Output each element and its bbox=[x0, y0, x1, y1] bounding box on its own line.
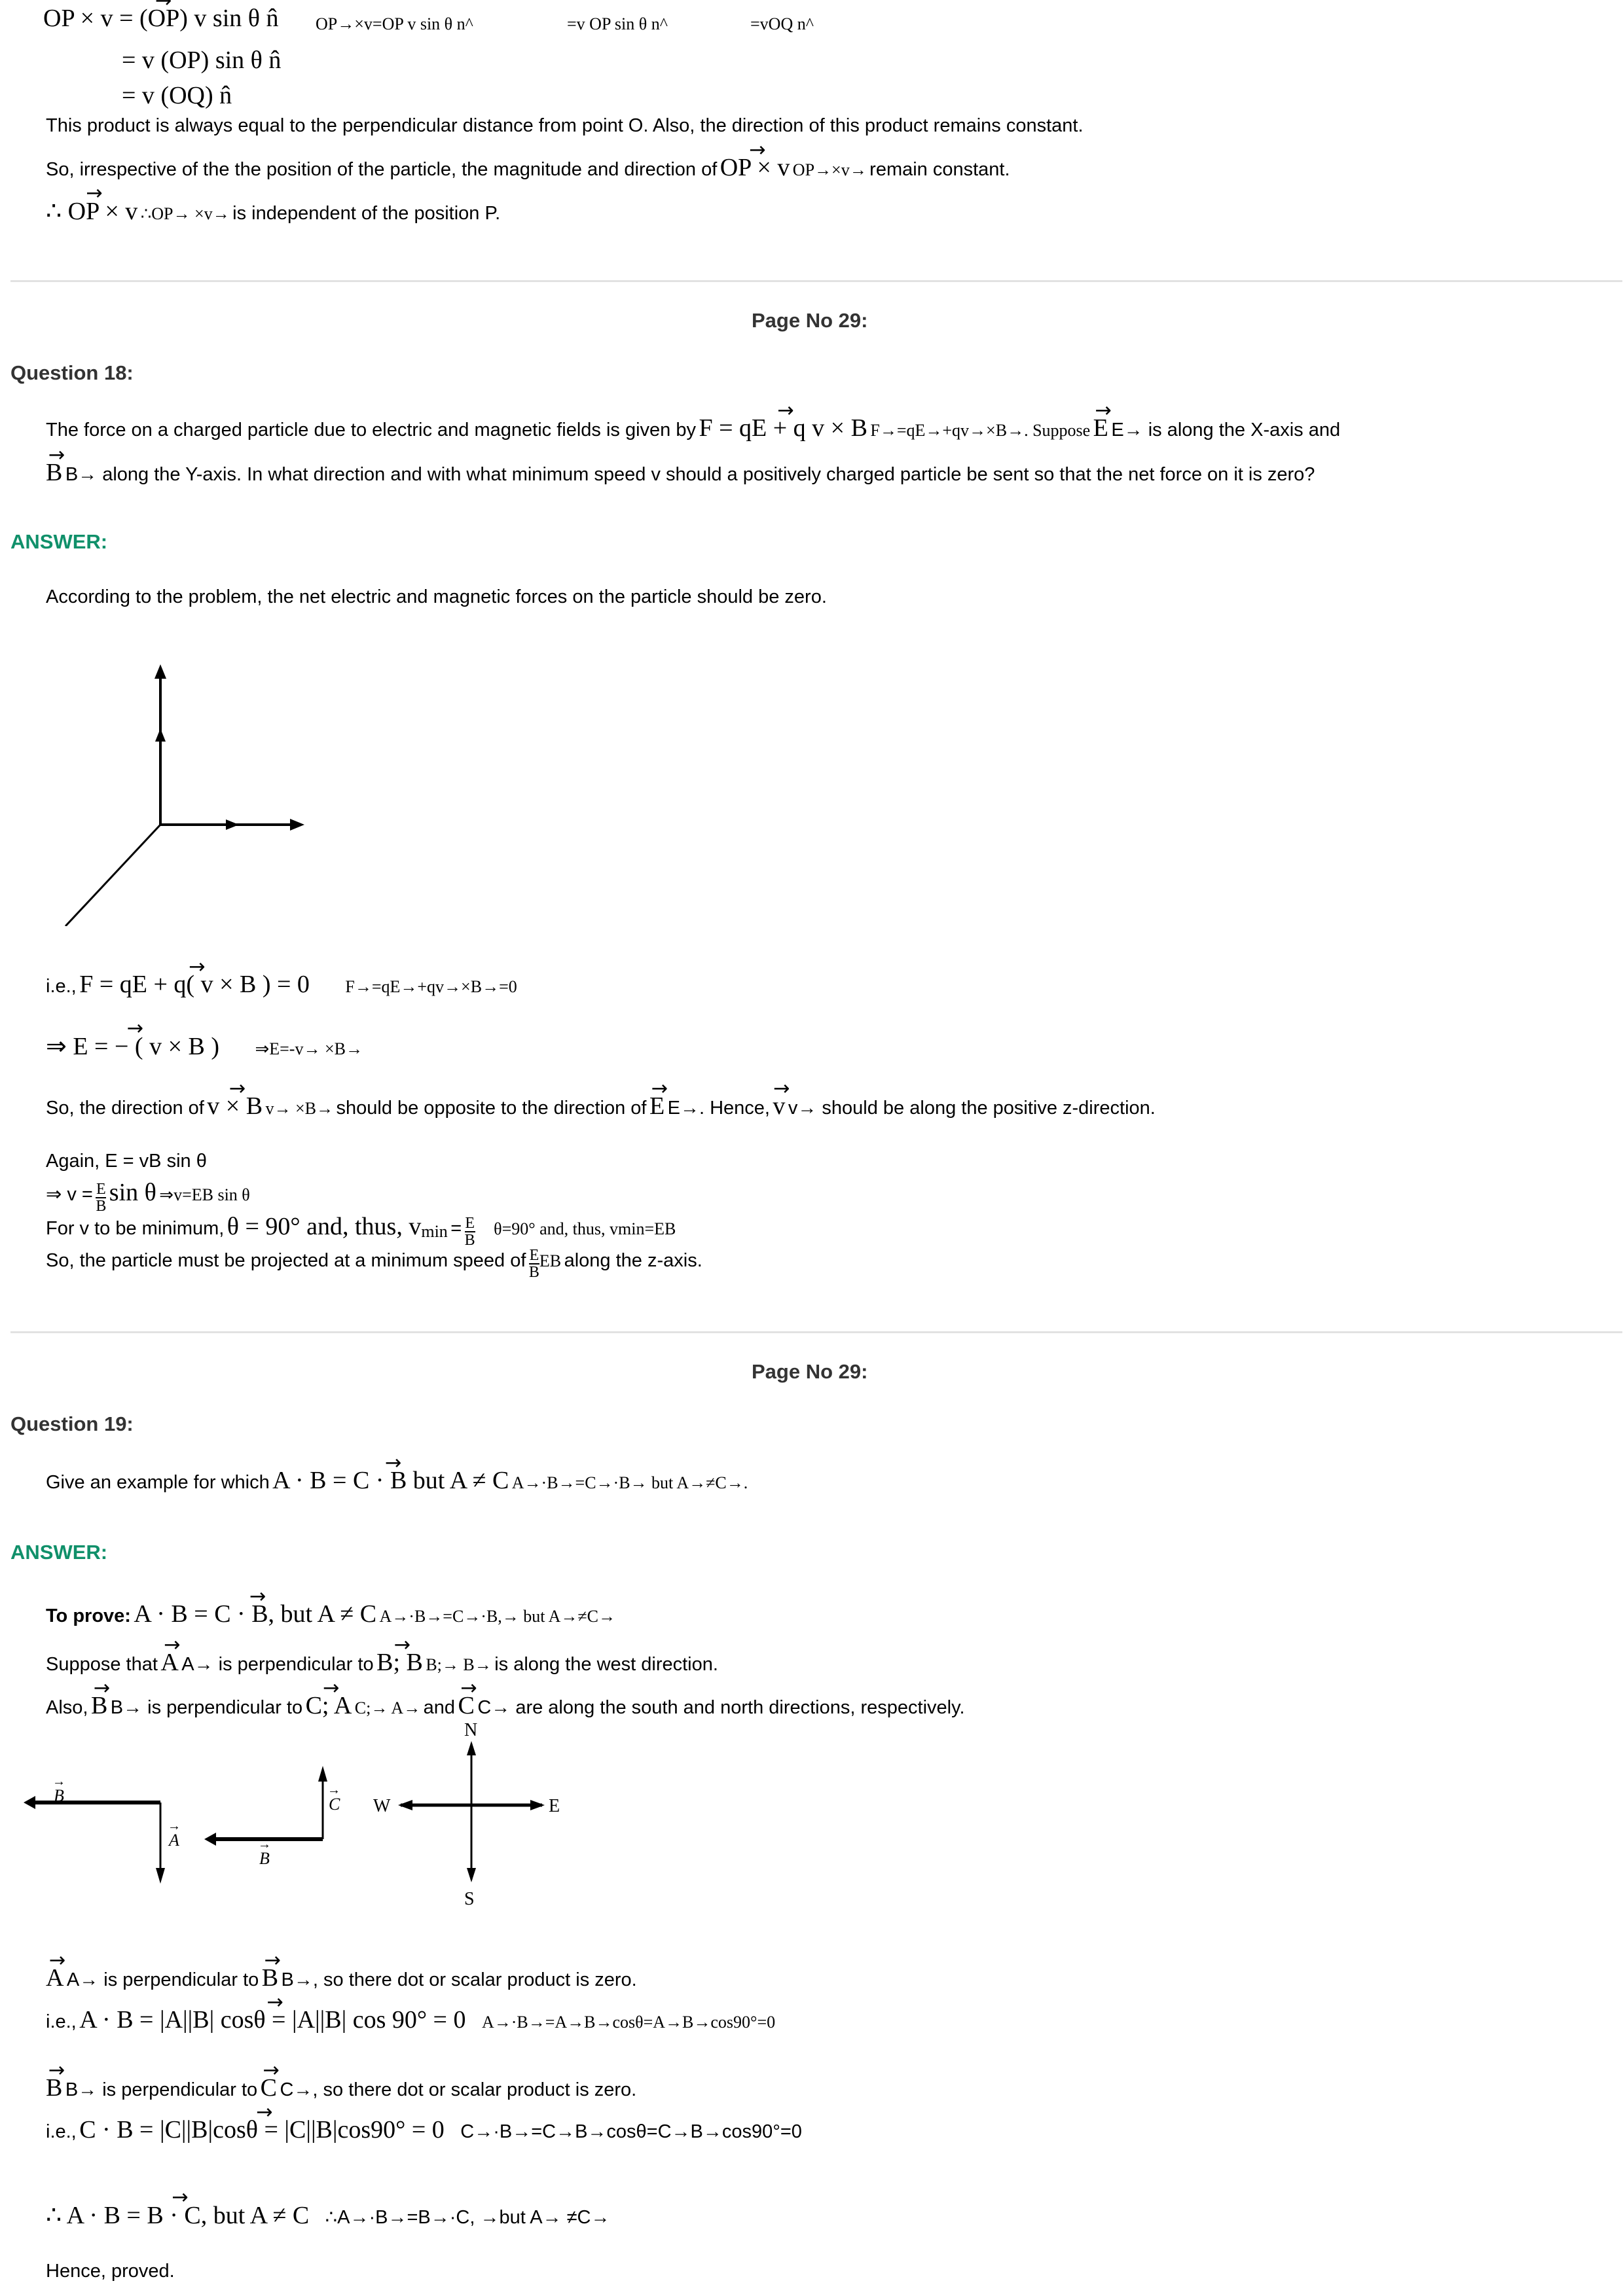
subscript-min: min bbox=[421, 1222, 448, 1242]
arrow-over: → bbox=[327, 1783, 340, 1797]
question-19-heading: Question 19: bbox=[10, 1412, 134, 1435]
to-prove bbox=[46, 1600, 615, 1628]
text: Give an example for which bbox=[46, 1472, 270, 1493]
answer-label: ANSWER: bbox=[10, 1541, 108, 1564]
answer-label: ANSWER: bbox=[10, 530, 108, 553]
arrowhead bbox=[156, 1868, 165, 1884]
numerator: E bbox=[529, 1247, 539, 1264]
z-axis bbox=[65, 825, 160, 926]
text: B→ is perpendicular to bbox=[110, 1697, 303, 1718]
arrowhead-e bbox=[530, 1800, 545, 1810]
text: E→ is along the X-axis and bbox=[1111, 420, 1341, 440]
text: i.e., bbox=[46, 2011, 77, 2032]
math-alt: ∴OP→ ×v→ bbox=[140, 204, 230, 223]
text: should be opposite to the direction of bbox=[336, 1098, 647, 1119]
math-alt: C→·B→=C→B→cosθ=C→B→cos90°=0 bbox=[460, 2121, 802, 2142]
math-lorentz-force: → F = qE + q v × B bbox=[699, 414, 867, 442]
text: A→ is perpendicular to bbox=[181, 1654, 374, 1675]
vector-b: → B bbox=[46, 2073, 62, 2102]
perp-a-b bbox=[46, 1964, 637, 1992]
suppose-line bbox=[46, 1648, 718, 1677]
math-alt: OP→×v→ bbox=[792, 160, 867, 179]
question-18-heading: Question 18: bbox=[10, 361, 134, 384]
label-a: A bbox=[169, 1831, 179, 1850]
page-number-label: Page No 29: bbox=[752, 1360, 868, 1383]
vector-c: → C bbox=[458, 1691, 475, 1720]
text: Suppose that bbox=[46, 1654, 158, 1675]
label-e: E bbox=[549, 1796, 560, 1816]
math-alt: C;→ A→ bbox=[354, 1698, 421, 1717]
arrow-over: → bbox=[52, 1774, 65, 1789]
vector-v: → v bbox=[773, 1092, 785, 1121]
text: i.e., bbox=[46, 2121, 77, 2142]
diagram-axes bbox=[39, 638, 340, 926]
e-arrowhead bbox=[226, 819, 239, 830]
math-alt: B;→ B→ bbox=[426, 1655, 492, 1674]
dot-c-b bbox=[46, 2115, 802, 2144]
conclusion bbox=[46, 2200, 610, 2230]
math-alt: A→·B→=C→·B→ but A→≠C→. bbox=[511, 1473, 748, 1492]
min-condition bbox=[46, 1212, 676, 1248]
arrow-over: → bbox=[258, 1837, 271, 1852]
text: B→, so there dot or scalar product is zero. bbox=[281, 1969, 637, 1990]
text: i.e., bbox=[46, 976, 77, 997]
math-e-equals: → ⇒ E = − ( v × B ) bbox=[46, 1031, 219, 1061]
text: So, irrespective of the the position of the particle, the magnitude and direction of bbox=[46, 159, 718, 180]
arrowhead bbox=[318, 1766, 327, 1782]
step-3 bbox=[46, 1092, 1156, 1121]
math-alt: EB bbox=[539, 1251, 562, 1271]
text: B→ is perpendicular to bbox=[65, 2079, 258, 2100]
math-alt: F→=qE→+qv→×B→=0 bbox=[345, 977, 517, 996]
text: ⇒ v = bbox=[46, 1184, 93, 1205]
text: The force on a charged particle due to electric and magnetic fields is given by bbox=[46, 420, 696, 440]
label-b: B bbox=[259, 1849, 270, 1868]
text: v→ should be along the positive z-direction. bbox=[788, 1098, 1156, 1119]
math-alt: ⇒E=-v→ ×B→ bbox=[255, 1039, 363, 1058]
step-1 bbox=[46, 970, 517, 999]
math-alt: A→·B→=A→B→cosθ=A→B→cos90°=0 bbox=[481, 2013, 776, 2032]
eq-line-3: = v (OQ) n̂ bbox=[122, 82, 232, 109]
label-w: W bbox=[373, 1796, 391, 1816]
v-equation bbox=[46, 1178, 250, 1214]
math-alt: ⇒v=EB sin θ bbox=[159, 1185, 250, 1204]
numerator: E bbox=[96, 1180, 106, 1198]
label-s: S bbox=[464, 1889, 475, 1909]
text: Also, bbox=[46, 1697, 88, 1718]
vector-c: → C; A bbox=[306, 1691, 352, 1720]
arrowhead-n bbox=[467, 1741, 476, 1755]
page-number-label: Page No 29: bbox=[752, 309, 868, 332]
text: remain constant. bbox=[869, 159, 1010, 180]
math-alt: θ=90° and, thus, vmin=EB bbox=[494, 1219, 676, 1238]
eq-alt-3: =vOQ n^ bbox=[750, 14, 814, 33]
vector-op: → OP × v = (OP) v sin θ n̂ bbox=[43, 4, 278, 33]
question-18-text-line2 bbox=[46, 458, 1315, 487]
math-conclusion: → ∴ A · B = B · C, but A ≠ C bbox=[46, 2200, 309, 2230]
math-c-dot-b: → C · B = |C||B|cosθ = |C||B|cos90° = 0 bbox=[79, 2115, 445, 2144]
text: So, the direction of bbox=[46, 1098, 204, 1119]
math-alt: ∴A→·B→=B→·C, →but A→ ≠C→ bbox=[325, 2207, 610, 2228]
denominator: B bbox=[464, 1231, 475, 1249]
dot-a-b bbox=[46, 2005, 775, 2034]
perp-b-c bbox=[46, 2073, 636, 2102]
text: For v to be minimum, bbox=[46, 1218, 225, 1239]
eq-line-2: = v (OP) sin θ n̂ bbox=[122, 46, 282, 74]
to-prove-label: To prove: bbox=[46, 1605, 131, 1626]
para-independent bbox=[46, 196, 500, 226]
b-arrowhead bbox=[155, 728, 166, 742]
text: C→, so there dot or scalar product is zero. bbox=[280, 2079, 637, 2100]
fraction-e-over-b bbox=[529, 1247, 539, 1280]
vector-b: → B bbox=[46, 458, 62, 487]
eq-op-cross-v bbox=[43, 4, 278, 33]
math-alt: F→=qE→+qv→×B→. Suppose bbox=[870, 421, 1091, 440]
sin-theta: sin θ bbox=[109, 1179, 156, 1206]
vector-b: → B bbox=[262, 1964, 278, 1992]
para-irrespective bbox=[46, 153, 1010, 182]
math-op-cross-v: → OP × v bbox=[720, 153, 790, 182]
vector-e: → E bbox=[649, 1092, 665, 1121]
para-perpendicular-distance: This product is always equal to the perpendicular distance from point O. Also, the direction of this product remains constant. bbox=[46, 115, 1084, 136]
diagram-vectors-compass bbox=[0, 1715, 622, 1931]
vector-b: → B bbox=[91, 1691, 107, 1720]
text: So, the particle must be projected at a minimum speed of bbox=[46, 1250, 526, 1272]
eq-alt-2: =v OP sin θ n^ bbox=[567, 14, 668, 33]
eq-op-cross-v-alt: OP→×v=OP v sin θ n^ bbox=[316, 14, 473, 33]
arrowhead bbox=[24, 1796, 35, 1809]
question-18-text-line1 bbox=[46, 414, 1340, 442]
vector-b: → B; B bbox=[376, 1648, 423, 1677]
vector-c: → C bbox=[261, 2073, 277, 2102]
text: is independent of the position P. bbox=[232, 203, 501, 224]
math-net-force: → F = qE + q( v × B ) = 0 bbox=[79, 970, 310, 999]
text: along the z-axis. bbox=[564, 1250, 702, 1272]
math-alt: v→ ×B→ bbox=[265, 1099, 334, 1118]
question-19-text bbox=[46, 1466, 748, 1495]
y-axis-arrowhead bbox=[155, 664, 166, 679]
vector-a: → A bbox=[46, 1964, 64, 1992]
text: A→ is perpendicular to bbox=[66, 1969, 259, 1990]
arrow-over: → bbox=[168, 1819, 181, 1833]
math-a-dot-b: → A · B = |A||B| cosθ = |A||B| cos 90° = 0 bbox=[79, 2005, 465, 2034]
x-axis-arrowhead bbox=[290, 819, 304, 831]
denominator: B bbox=[96, 1197, 107, 1215]
again-line: Again, E = vB sin θ bbox=[46, 1151, 207, 1172]
arrowhead-w bbox=[398, 1800, 412, 1810]
math-alt: A→·B→=C→·B,→ but A→≠C→ bbox=[379, 1607, 615, 1626]
section-divider bbox=[10, 1331, 1622, 1333]
arrowhead bbox=[204, 1833, 216, 1846]
text: is along the west direction. bbox=[494, 1654, 718, 1675]
section-divider bbox=[10, 280, 1622, 282]
hence-proved: Hence, proved. bbox=[46, 2261, 175, 2282]
math-therefore-op-cross-v: → ∴ OP × v bbox=[46, 196, 137, 226]
fraction-e-over-b bbox=[96, 1181, 106, 1214]
final-answer bbox=[46, 1247, 702, 1280]
math-theta-90: θ = 90° and, thus, v bbox=[227, 1213, 422, 1240]
text: and bbox=[423, 1697, 456, 1718]
equals: = bbox=[450, 1218, 462, 1239]
text: C→ are along the south and north directions, respectively. bbox=[477, 1697, 965, 1718]
text: B→ along the Y-axis. In what direction and with what minimum speed v should a positively charged particle be sent so that the net force on it is zero? bbox=[65, 464, 1315, 485]
fraction-e-over-b bbox=[465, 1215, 475, 1248]
vector-a: → A bbox=[160, 1648, 178, 1677]
vector-e: → E bbox=[1093, 414, 1108, 442]
denominator: B bbox=[528, 1264, 539, 1281]
text: E→. Hence, bbox=[667, 1098, 770, 1119]
math-dot-products: → A · B = C · B but A ≠ C bbox=[272, 1466, 509, 1495]
math-to-prove: → A · B = C · B, but A ≠ C bbox=[134, 1600, 376, 1628]
arrowhead-s bbox=[467, 1868, 476, 1882]
label-b: B bbox=[54, 1786, 64, 1805]
numerator: E bbox=[465, 1214, 475, 1232]
label-c: C bbox=[329, 1795, 340, 1814]
step-2 bbox=[46, 1031, 363, 1061]
math-v-cross-b: → v × B bbox=[207, 1092, 263, 1121]
label-n: N bbox=[464, 1720, 478, 1740]
answer-intro: According to the problem, the net electric and magnetic forces on the particle should be zero. bbox=[46, 586, 827, 607]
